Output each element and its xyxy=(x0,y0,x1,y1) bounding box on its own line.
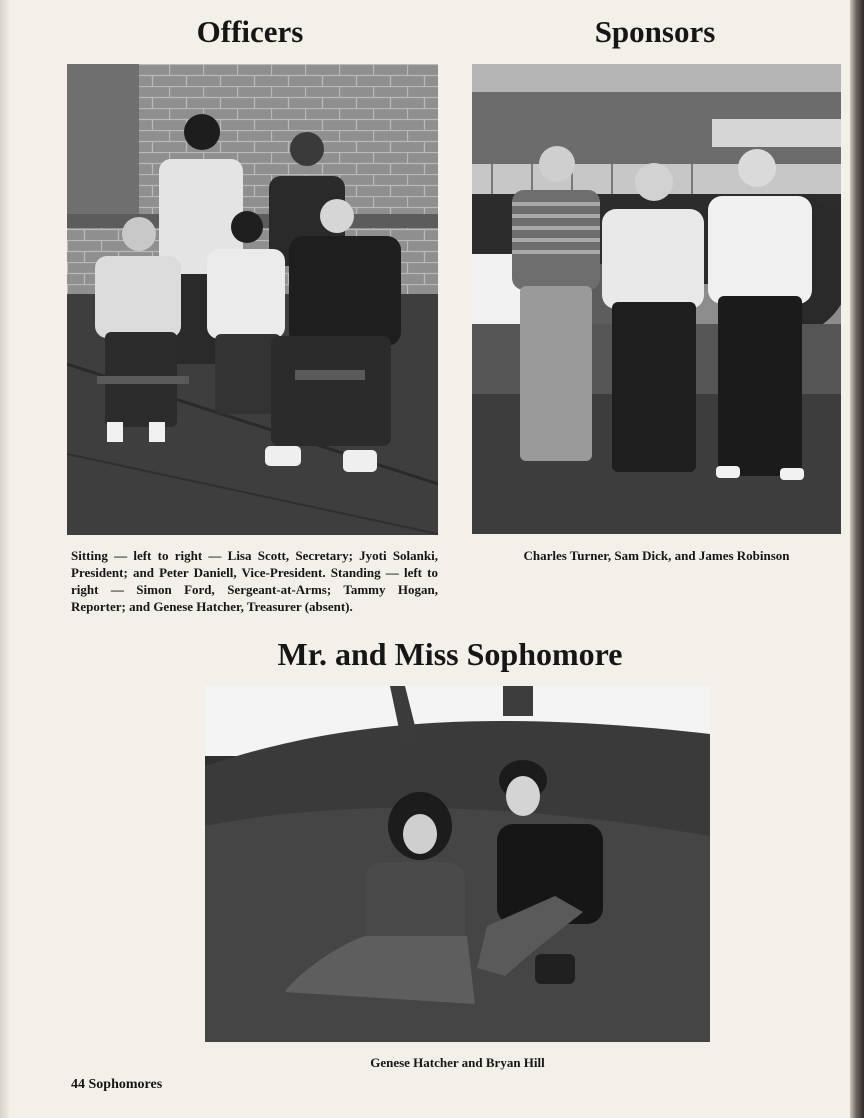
page-footer xyxy=(71,1077,162,1093)
section-label: Sophomores xyxy=(88,1077,163,1092)
mr-miss-sophomore-heading: Mr. and Miss Sophomore xyxy=(277,636,623,672)
sponsors-photo xyxy=(472,64,841,534)
sponsors-caption: Charles Turner, Sam Dick, and James Robinson xyxy=(523,548,790,563)
officers-heading: Officers xyxy=(196,14,304,49)
page-outer-edge xyxy=(850,0,864,1118)
page-binding-edge xyxy=(0,0,9,1118)
officers-photo xyxy=(67,64,438,535)
mr-miss-sophomore-caption: Genese Hatcher and Bryan Hill xyxy=(370,1055,545,1070)
officers-caption: Sitting — left to right — Lisa Scott, Secretary; Jyoti Solanki, President; and Peter Daniell, Vice-President. Standing — left to right — Simon Ford, Sergeant-at-Arms; Tammy Hogan, Reporter; and Genese Hatcher, Treasurer (absent). xyxy=(71,548,438,614)
mr-miss-sophomore-photo xyxy=(205,686,710,1042)
sponsors-heading: Sponsors xyxy=(594,14,716,49)
page-number: 44 xyxy=(71,1077,85,1092)
